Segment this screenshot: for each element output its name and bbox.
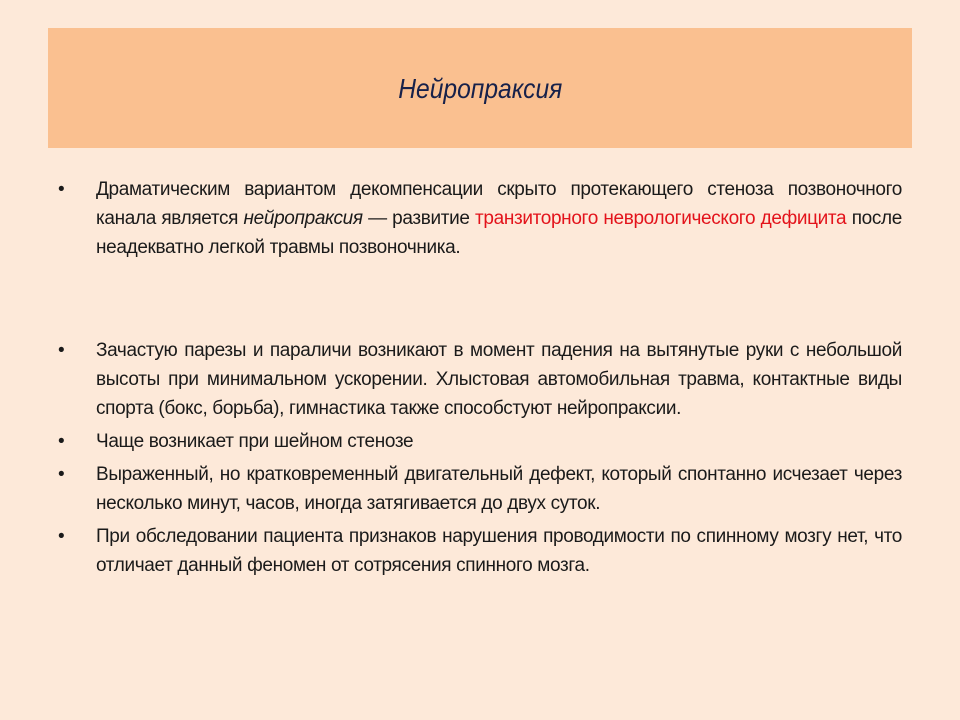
bullet-text-segment: после неадекватно легкой травмы позвоночника. xyxy=(96,208,902,258)
title-band xyxy=(48,28,912,148)
bullet-item-4 xyxy=(56,460,902,518)
bullet-text-segment: Драматическим вариантом декомпенсации скрыто протекающего стеноза позвоночного канала является xyxy=(96,179,902,229)
bullet-item-5 xyxy=(56,522,902,580)
bullet-text-segment: Зачастую парезы и параличи возникают в момент падения на вытянутые руки с небольшой высоты при минимальном ускорении. Хлыстовая автомобильная травма, контактные виды спорта (бокс, борьба), гимнастика также способстуют нейропраксии. xyxy=(96,340,902,419)
bullet-item-3 xyxy=(56,427,902,456)
bullet-text-italic-term: нейропраксия xyxy=(243,208,363,229)
bullet-item-2 xyxy=(56,336,902,423)
bullet-text-segment: Чаще возникает при шейном стенозе xyxy=(96,431,414,452)
bullet-icon: • xyxy=(58,340,65,361)
bullet-icon: • xyxy=(58,179,65,200)
bullet-list xyxy=(56,175,902,580)
bullet-icon: • xyxy=(58,526,65,547)
slide-title: Нейропраксия xyxy=(397,73,563,104)
bullet-icon: • xyxy=(58,464,65,485)
bullet-text-segment: При обследовании пациента признаков нарушения проводимости по спинному мозгу нет, что отличает данный феномен от сотрясения спинного мозга. xyxy=(96,526,902,576)
bullet-text-segment: — развитие xyxy=(362,208,476,229)
bullet-item-1 xyxy=(56,175,902,262)
bullet-text-segment: Выраженный, но кратковременный двигательный дефект, который спонтанно исчезает через несколько минут, часов, иногда затягивается до двух суток. xyxy=(96,464,902,514)
bullet-text-highlight: транзиторного неврологического дефицита xyxy=(475,208,847,229)
bullet-icon: • xyxy=(58,431,65,452)
